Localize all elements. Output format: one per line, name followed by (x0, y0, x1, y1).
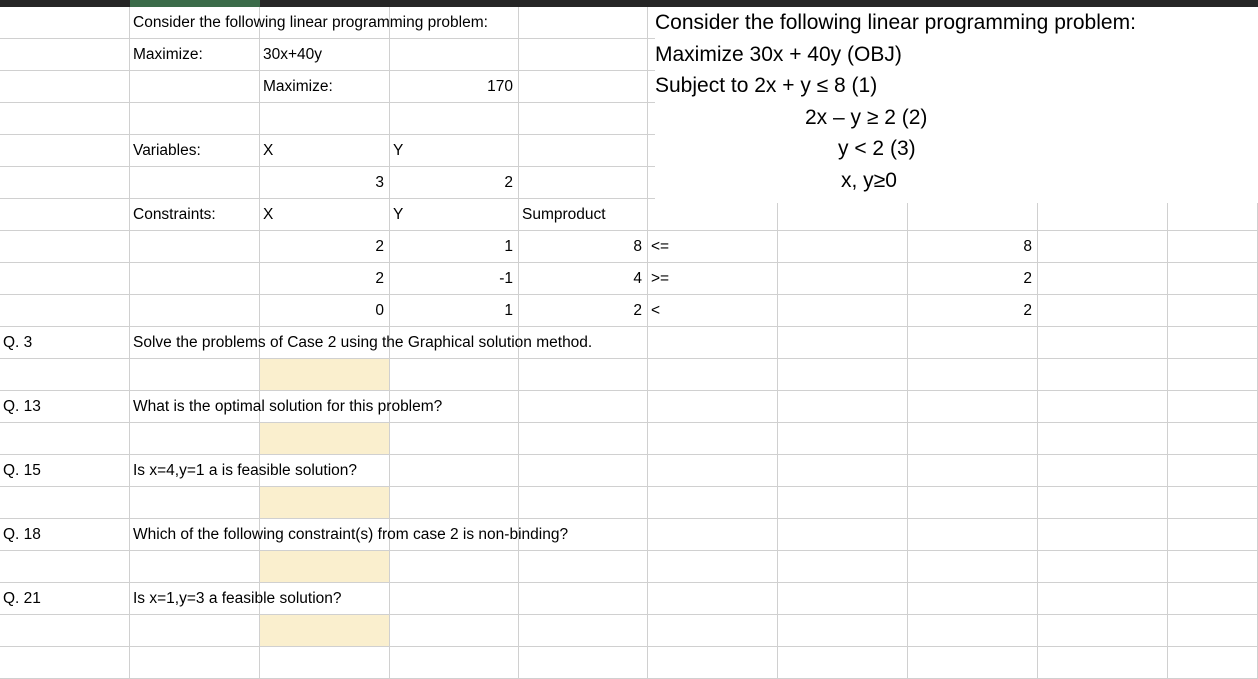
grid-cell[interactable] (908, 455, 1038, 487)
grid-cell[interactable] (519, 359, 648, 391)
question-id-cell[interactable] (0, 391, 130, 423)
grid-cell[interactable] (0, 39, 130, 71)
question-id-cell[interactable] (0, 583, 130, 615)
grid-cell[interactable] (0, 647, 130, 679)
constraint-y-cell-text: 1 (504, 301, 513, 319)
constraints-header-y-cell[interactable] (390, 199, 519, 231)
grid-cell[interactable] (260, 647, 390, 679)
selected-column-header-indicator (130, 0, 260, 7)
constraint-sumproduct-cell[interactable] (519, 263, 648, 295)
grid-cell[interactable] (0, 7, 130, 39)
constraint-y-cell-text: -1 (499, 269, 513, 287)
question-text-cell[interactable] (130, 455, 908, 487)
question-id-cell-text: Q. 13 (3, 397, 41, 415)
constraint-y-cell[interactable] (390, 295, 519, 327)
grid-cell[interactable] (260, 103, 390, 135)
constraint-operator-cell[interactable] (648, 263, 778, 295)
question-text-cell[interactable] (130, 583, 908, 615)
grid-cell[interactable] (0, 615, 130, 647)
grid-cell[interactable] (1168, 519, 1258, 551)
variables-header-x-cell-text: X (263, 141, 274, 159)
grid-cell[interactable] (0, 103, 130, 135)
grid-cell[interactable] (390, 615, 519, 647)
answer-input-cell[interactable] (260, 423, 390, 455)
grid-cell[interactable] (1168, 359, 1258, 391)
grid-cell[interactable] (908, 615, 1038, 647)
grid-cell[interactable] (519, 103, 648, 135)
grid-cell[interactable] (1038, 455, 1168, 487)
grid-cell[interactable] (1038, 519, 1168, 551)
grid-cell[interactable] (648, 551, 778, 583)
grid-cell[interactable] (778, 551, 908, 583)
variables-header-y-cell[interactable] (390, 135, 519, 167)
grid-cell[interactable] (0, 199, 130, 231)
constraints-header-x-cell-text: X (263, 205, 274, 223)
question-text-cell[interactable] (130, 327, 908, 359)
constraint-operator-cell-text: < (651, 301, 661, 319)
grid-cell[interactable] (0, 135, 130, 167)
grid-cell[interactable] (130, 647, 260, 679)
grid-cell[interactable] (648, 359, 778, 391)
grid-cell[interactable] (390, 103, 519, 135)
grid-cell[interactable] (1038, 263, 1168, 295)
grid-cell[interactable] (648, 487, 778, 519)
grid-cell[interactable] (1168, 455, 1258, 487)
grid-cell[interactable] (130, 615, 260, 647)
question-id-cell-text: Q. 21 (3, 589, 41, 607)
problem-line-6: x, y≥0 (841, 168, 897, 192)
question-text-cell-text: What is the optimal solution for this problem? (133, 397, 443, 415)
constraint-x-cell[interactable] (260, 231, 390, 263)
grid-cell[interactable] (0, 295, 130, 327)
grid-cell[interactable] (390, 39, 519, 71)
constraint-y-cell-text: 1 (504, 237, 513, 255)
grid-cell[interactable] (1038, 295, 1168, 327)
grid-cell[interactable] (1168, 423, 1258, 455)
grid-cell[interactable] (0, 167, 130, 199)
grid-cell[interactable] (390, 423, 519, 455)
grid-cell[interactable] (130, 231, 260, 263)
constraint-sumproduct-cell-text: 8 (633, 237, 642, 255)
grid-cell[interactable] (0, 551, 130, 583)
grid-cell[interactable] (1038, 615, 1168, 647)
model-title-cell[interactable] (130, 7, 648, 39)
grid-cell[interactable] (130, 167, 260, 199)
grid-cell[interactable] (1168, 199, 1258, 231)
grid-cell[interactable] (1038, 423, 1168, 455)
constraint-x-cell[interactable] (260, 295, 390, 327)
constraints-header-sumproduct-cell[interactable] (519, 199, 648, 231)
variables-label-cell-text: Variables: (133, 141, 201, 159)
answer-input-cell[interactable] (260, 551, 390, 583)
grid-cell[interactable] (0, 263, 130, 295)
grid-cell[interactable] (1168, 487, 1258, 519)
question-id-cell-text: Q. 15 (3, 461, 41, 479)
grid-cell[interactable] (1168, 615, 1258, 647)
grid-cell[interactable] (519, 167, 648, 199)
grid-cell[interactable] (1168, 263, 1258, 295)
constraint-sumproduct-cell[interactable] (519, 231, 648, 263)
grid-cell[interactable] (1038, 647, 1168, 679)
constraint-sumproduct-cell-text: 4 (633, 269, 642, 287)
objective-expression-cell[interactable] (260, 39, 390, 71)
grid-cell[interactable] (0, 231, 130, 263)
grid-cell[interactable] (1168, 551, 1258, 583)
variable-x-value-cell-text: 3 (375, 173, 384, 191)
objective-value-cell-text: 170 (487, 77, 513, 95)
grid-cell[interactable] (908, 519, 1038, 551)
grid-cell[interactable] (130, 71, 260, 103)
grid-cell[interactable] (1168, 327, 1258, 359)
question-text-cell-text: Solve the problems of Case 2 using the Graphical solution method. (133, 333, 593, 351)
constraint-x-cell-text: 2 (375, 237, 384, 255)
problem-line-4: 2x – y ≥ 2 (2) (805, 105, 928, 129)
grid-cell[interactable] (519, 615, 648, 647)
constraint-x-cell[interactable] (260, 263, 390, 295)
grid-cell[interactable] (130, 487, 260, 519)
grid-cell[interactable] (519, 71, 648, 103)
constraints-header-y-cell-text: Y (393, 205, 404, 223)
objective-value-cell[interactable] (390, 71, 519, 103)
grid-cell[interactable] (778, 231, 908, 263)
question-id-cell-text: Q. 3 (3, 333, 33, 351)
constraint-y-cell[interactable] (390, 263, 519, 295)
question-text-cell[interactable] (130, 519, 908, 551)
answer-input-cell[interactable] (260, 615, 390, 647)
question-id-cell[interactable] (0, 455, 130, 487)
variable-x-value-cell[interactable] (260, 167, 390, 199)
variable-y-value-cell[interactable] (390, 167, 519, 199)
answer-input-cell[interactable] (260, 359, 390, 391)
question-id-cell[interactable] (0, 519, 130, 551)
question-text-cell-text: Is x=4,y=1 a is feasible solution? (133, 461, 358, 479)
grid-cell[interactable] (778, 295, 908, 327)
variables-label-cell[interactable] (130, 135, 260, 167)
grid-cell[interactable] (778, 263, 908, 295)
variables-header-y-cell-text: Y (393, 141, 404, 159)
grid-cell[interactable] (130, 359, 260, 391)
problem-statement-backdrop (655, 7, 1258, 203)
constraint-rhs-cell[interactable] (908, 295, 1038, 327)
grid-cell[interactable] (778, 647, 908, 679)
constraint-rhs-cell[interactable] (908, 263, 1038, 295)
grid-cell[interactable] (778, 487, 908, 519)
constraint-rhs-cell[interactable] (908, 231, 1038, 263)
grid-cell[interactable] (519, 423, 648, 455)
grid-cell[interactable] (390, 647, 519, 679)
grid-cell[interactable] (1038, 487, 1168, 519)
grid-cell[interactable] (0, 71, 130, 103)
grid-cell[interactable] (908, 327, 1038, 359)
grid-cell[interactable] (648, 199, 778, 231)
grid-cell[interactable] (1168, 391, 1258, 423)
grid-cell[interactable] (519, 39, 648, 71)
question-text-cell[interactable] (130, 391, 908, 423)
objective-expression-cell-text: 30x+40y (263, 45, 323, 63)
grid-cell[interactable] (1038, 199, 1168, 231)
grid-cell[interactable] (908, 647, 1038, 679)
problem-line-1: Consider the following linear programming problem: (655, 11, 1136, 34)
grid-cell[interactable] (1038, 551, 1168, 583)
grid-cell[interactable] (1038, 583, 1168, 615)
grid-cell[interactable] (1038, 327, 1168, 359)
question-text-cell-text: Which of the following constraint(s) from case 2 is non-binding? (133, 525, 569, 543)
objective-value-label-cell-text: Maximize: (263, 77, 333, 95)
grid-cell[interactable] (0, 487, 130, 519)
grid-cell[interactable] (130, 551, 260, 583)
constraint-sumproduct-cell-text: 2 (633, 301, 642, 319)
grid-cell[interactable] (390, 551, 519, 583)
grid-cell[interactable] (1038, 359, 1168, 391)
question-id-cell[interactable] (0, 327, 130, 359)
grid-cell[interactable] (1168, 295, 1258, 327)
constraints-header-x-cell[interactable] (260, 199, 390, 231)
grid-cell[interactable] (519, 551, 648, 583)
grid-cell[interactable] (130, 423, 260, 455)
grid-cell[interactable] (1038, 391, 1168, 423)
grid-cell[interactable] (519, 647, 648, 679)
objective-value-label-cell[interactable] (260, 71, 390, 103)
grid-cell[interactable] (1038, 231, 1168, 263)
grid-cell[interactable] (130, 295, 260, 327)
grid-cell[interactable] (1168, 647, 1258, 679)
constraints-label-cell[interactable] (130, 199, 260, 231)
grid-cell[interactable] (908, 199, 1038, 231)
constraint-y-cell[interactable] (390, 231, 519, 263)
problem-line-3: Subject to 2x + y ≤ 8 (1) (655, 74, 878, 97)
constraint-sumproduct-cell[interactable] (519, 295, 648, 327)
objective-label-cell[interactable] (130, 39, 260, 71)
grid-cell[interactable] (390, 487, 519, 519)
grid-cell[interactable] (908, 423, 1038, 455)
grid-cell[interactable] (1168, 583, 1258, 615)
constraint-operator-cell-text: >= (651, 269, 670, 287)
constraints-header-sumproduct-cell-text: Sumproduct (522, 205, 606, 223)
objective-label-cell-text: Maximize: (133, 45, 203, 63)
grid-cell[interactable] (908, 391, 1038, 423)
grid-cell[interactable] (0, 423, 130, 455)
grid-cell[interactable] (390, 359, 519, 391)
grid-cell[interactable] (0, 359, 130, 391)
question-text-cell-text: Is x=1,y=3 a feasible solution? (133, 589, 342, 607)
grid-cell[interactable] (648, 615, 778, 647)
answer-input-cell[interactable] (260, 487, 390, 519)
grid-cell[interactable] (778, 199, 908, 231)
problem-line-2: Maximize 30x + 40y (OBJ) (655, 42, 902, 66)
variables-header-x-cell[interactable] (260, 135, 390, 167)
grid-cell[interactable] (648, 423, 778, 455)
grid-cell[interactable] (519, 135, 648, 167)
grid-cell[interactable] (648, 647, 778, 679)
variable-y-value-cell-text: 2 (504, 173, 513, 191)
constraint-x-cell-text: 0 (375, 301, 384, 319)
grid-cell[interactable] (908, 359, 1038, 391)
constraints-label-cell-text: Constraints: (133, 205, 216, 223)
grid-cell[interactable] (1168, 231, 1258, 263)
constraint-operator-cell-text: <= (651, 237, 670, 255)
constraint-operator-cell[interactable] (648, 295, 778, 327)
grid-cell[interactable] (908, 487, 1038, 519)
grid-cell[interactable] (130, 263, 260, 295)
grid-cell[interactable] (778, 423, 908, 455)
grid-cell[interactable] (778, 615, 908, 647)
grid-cell[interactable] (778, 359, 908, 391)
problem-line-5: y < 2 (3) (838, 137, 916, 160)
grid-cell[interactable] (519, 487, 648, 519)
model-title-cell-text: Consider the following linear programming problem: (133, 13, 488, 31)
grid-cell[interactable] (908, 551, 1038, 583)
constraint-rhs-cell-text: 2 (1023, 269, 1032, 287)
question-id-cell-text: Q. 18 (3, 525, 41, 543)
constraint-x-cell-text: 2 (375, 269, 384, 287)
constraint-operator-cell[interactable] (648, 231, 778, 263)
grid-cell[interactable] (130, 103, 260, 135)
constraint-rhs-cell-text: 8 (1023, 237, 1032, 255)
grid-cell[interactable] (908, 583, 1038, 615)
constraint-rhs-cell-text: 2 (1023, 301, 1032, 319)
